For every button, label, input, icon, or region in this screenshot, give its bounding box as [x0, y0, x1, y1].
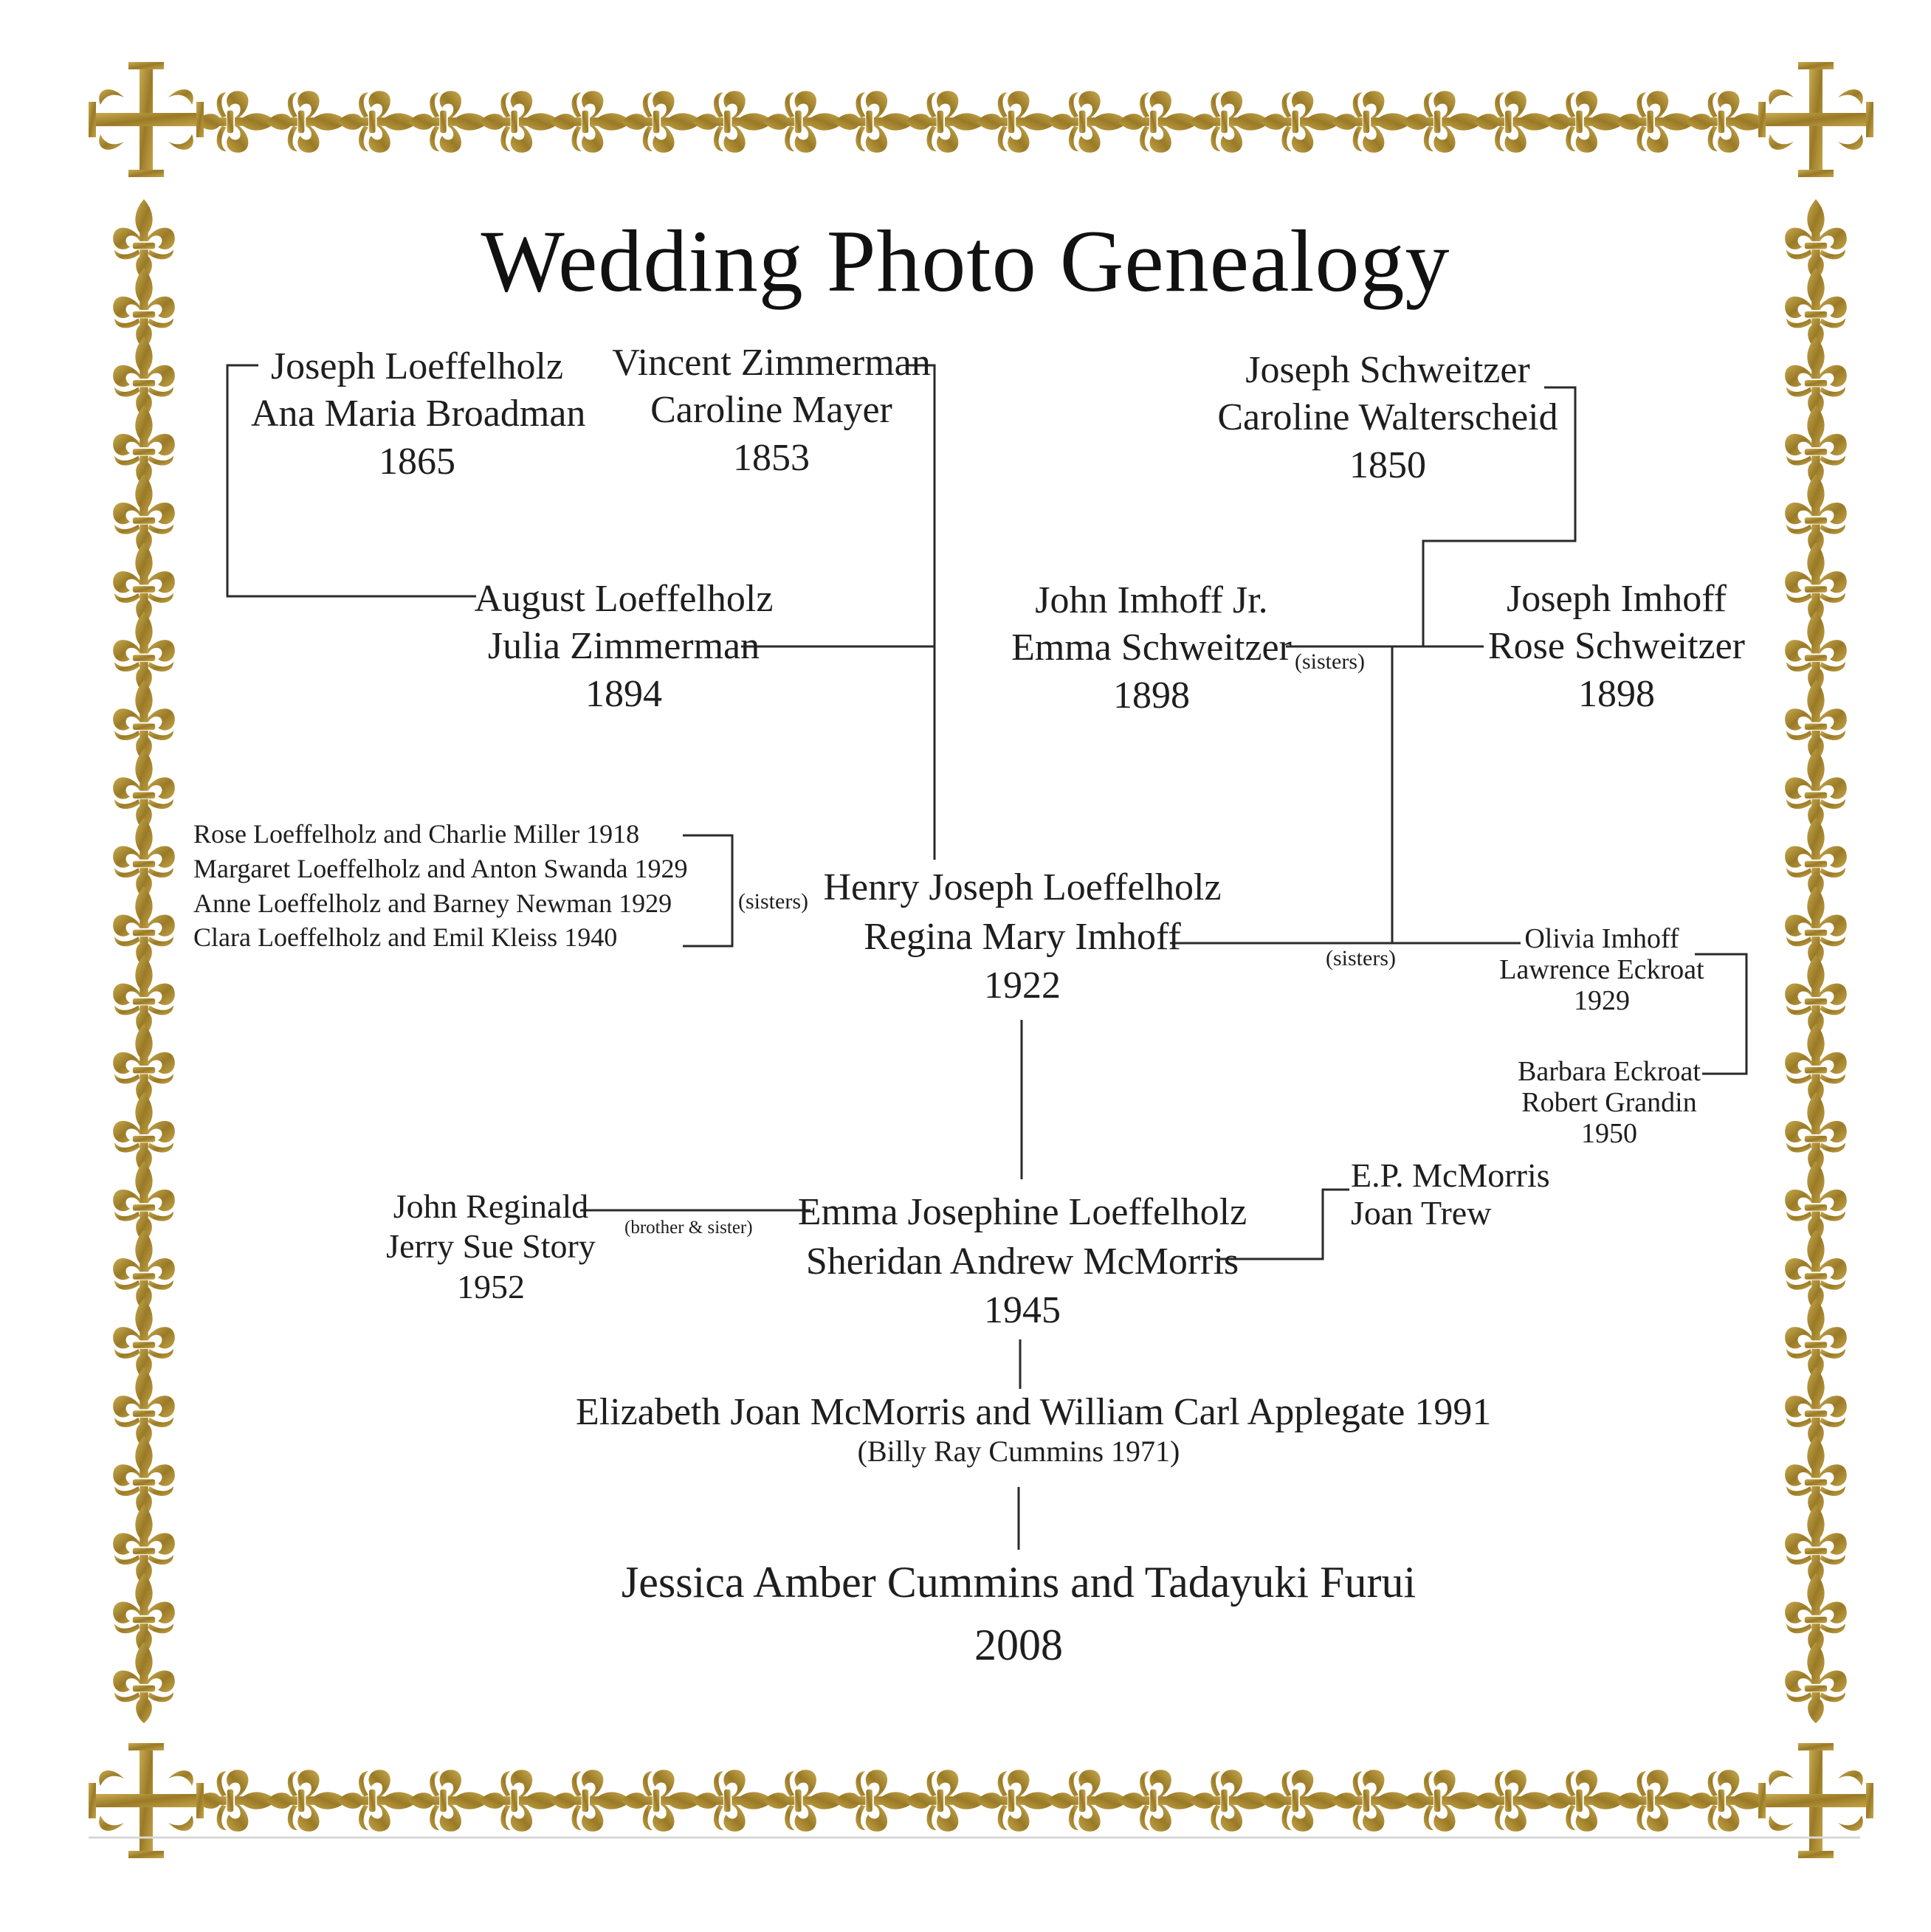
couple-vincent-zimmerman-caroline-mayer: [605, 339, 937, 482]
couple-year: 1898: [1113, 674, 1190, 717]
couple-emma-josephine-loeffelholz-sheridan-andrew-mcmorris: [797, 1188, 1247, 1336]
couple-august-loeffelholz-julia-zimmerman: [472, 576, 775, 718]
couple-line2: Julia Zimmerman: [487, 625, 760, 668]
couple-line2: Joan Trew: [1351, 1193, 1492, 1232]
page-title: Wedding Photo Genealogy: [481, 212, 1450, 310]
couple-line2: (Billy Ray Cummins 1971): [857, 1434, 1180, 1468]
brother-sister-note: (brother & sister): [624, 1218, 753, 1238]
couple-line1: E.P. McMorris: [1351, 1156, 1550, 1194]
couple-line1: John Reginald: [393, 1187, 589, 1225]
couple-john-reginald-jerry-sue-story: [369, 1187, 613, 1307]
couple-line1: John Imhoff Jr.: [1035, 579, 1268, 621]
couple-jessica-amber-cummins-tadayuki-furui: [576, 1551, 1462, 1677]
couple-year: 1929: [1574, 984, 1630, 1016]
couple-line2: Lawrence Eckroat: [1499, 953, 1704, 985]
couple-joseph-schweitzer-caroline-walterscheid: [1196, 347, 1580, 489]
couple-joseph-imhoff-rose-schweitzer: [1476, 576, 1757, 718]
couple-ep-mcmorris-joan-trew: [1351, 1156, 1550, 1232]
couple-year: 1850: [1349, 444, 1426, 486]
couple-line1: Emma Josephine Loeffelholz: [797, 1191, 1247, 1233]
couple-henry-joseph-loeffelholz-regina-mary-imhoff: [819, 863, 1225, 1011]
couple-year: 2008: [974, 1621, 1063, 1670]
couple-year: 1865: [379, 440, 455, 483]
couple-line2: Caroline Mayer: [650, 389, 892, 432]
couple-line1: Olivia Imhoff: [1524, 923, 1679, 954]
couple-line2: Ana Maria Broadman: [251, 393, 586, 435]
couple-line1: Henry Joseph Loeffelholz: [823, 866, 1222, 908]
sisters-note-right: (sisters): [1326, 946, 1396, 970]
list-item: Clara Loeffelholz and Emil Kleiss 1940: [193, 922, 618, 953]
couple-olivia-imhoff-lawrence-eckroat: [1484, 924, 1720, 1016]
couple-line1: Barbara Eckroat: [1518, 1056, 1701, 1087]
couple-line2: Caroline Walterscheid: [1217, 396, 1558, 439]
couple-line1: Joseph Imhoff: [1506, 578, 1727, 620]
couple-line1: Jessica Amber Cummins and Tadayuki Furui: [621, 1558, 1417, 1607]
couple-joseph-loeffelholz-ana-maria-broadman: [251, 343, 586, 486]
list-item: Rose Loeffelholz and Charlie Miller 1918: [193, 819, 640, 849]
sisters-note-left: (sisters): [738, 889, 808, 914]
couple-line2: Jerry Sue Story: [386, 1227, 596, 1266]
couple-line2: Emma Schweitzer: [1011, 627, 1292, 669]
couple-line1: Joseph Loeffelholz: [270, 345, 564, 387]
couple-line2: Regina Mary Imhoff: [864, 915, 1181, 958]
couple-year: 1894: [585, 672, 662, 715]
sisters-note-top: (sisters): [1295, 649, 1365, 674]
couple-line2: Robert Grandin: [1521, 1086, 1697, 1118]
couple-line1: Vincent Zimmerman: [612, 342, 931, 384]
couple-year: 1853: [733, 436, 810, 479]
list-item: Anne Loeffelholz and Barney Newman 1929: [193, 888, 672, 918]
couple-line1: Joseph Schweitzer: [1245, 349, 1530, 391]
couple-line2: Rose Schweitzer: [1487, 625, 1745, 668]
couple-line1: Elizabeth Joan McMorris and William Carl Applegate 1991: [576, 1391, 1492, 1433]
list-item: Margaret Loeffelholz and Anton Swanda 1929: [193, 853, 688, 883]
couple-year: 1945: [984, 1289, 1061, 1332]
couple-year: 1950: [1581, 1117, 1637, 1149]
couple-line2: Sheridan Andrew McMorris: [805, 1240, 1239, 1283]
couple-year: 1898: [1578, 672, 1655, 715]
couple-john-imhoff-jr-emma-schweitzer: [1011, 577, 1292, 720]
couple-elizabeth-joan-mcmorris-william-carl-applegate: [576, 1390, 1492, 1469]
couple-line1: August Loeffelholz: [474, 578, 774, 620]
loeffelholz-sisters-list: [193, 817, 688, 955]
couple-year: 1952: [457, 1267, 525, 1305]
couple-year: 1922: [984, 965, 1061, 1007]
couple-barbara-eckroat-robert-grandin: [1491, 1057, 1727, 1149]
